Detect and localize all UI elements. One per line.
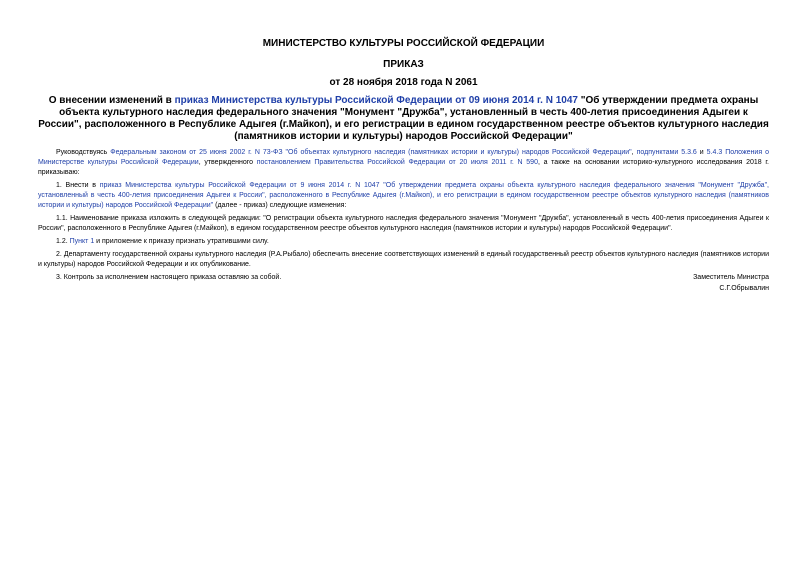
paragraph-2: 2. Департаменту государственной охраны культурного наследия (Р.А.Рыбало) обеспечить внесение соответствующих изменений в единый государственный реестр объектов культурного наследия (памятников истории и культуры) народов Российской Федерации и их опубликование.	[38, 251, 769, 268]
paragraph-1	[38, 181, 769, 211]
ministry-heading: МИНИСТЕРСТВО КУЛЬТУРЫ РОССИЙСКОЙ ФЕДЕРАЦИИ	[262, 38, 545, 49]
signature-block	[693, 272, 769, 294]
document-title	[38, 95, 769, 143]
text: , а также на основании историко-культурного исследования 2018 г. приказываю:	[38, 159, 770, 176]
text: ,	[631, 149, 637, 156]
signer-name: С.Г.Обрывалин	[719, 285, 769, 292]
title-order-link[interactable]: приказ Министерства культуры Российской Федерации от 09 июня 2014 г. N 1047	[174, 95, 578, 106]
government-decree-link[interactable]: постановлением Правительства Российской Федерации от 20 июля 2011 г. N 590	[256, 159, 538, 166]
document-type: ПРИКАЗ	[383, 59, 424, 70]
federal-law-link[interactable]: Федеральным законом от 25 июня 2002 г. N 73-ФЗ "Об объектах культурного наследия (памятниках истории и культуры) народов Российской Федерации"	[110, 149, 632, 156]
title-text-post: "Об утверждении предмета охраны объекта культурного наследия федерального значения "Монумент "Дружба", установленный в честь 400-летия присоединения Адыгеи к России", расположенного в Республике Адыгея (г.Майкоп), и его регистрации в едином государственном реестре объектов культурного наследия (памятников истории и культуры) народов Российской Федерации"	[38, 95, 769, 142]
paragraph-1-2	[38, 237, 769, 247]
clause-1-link[interactable]: Пункт 1	[69, 238, 95, 245]
paragraph-3: 3. Контроль за исполнением настоящего приказа оставляю за собой.	[56, 274, 282, 281]
paragraph-basis	[38, 148, 769, 178]
order-1047-link[interactable]: приказ Министерства культуры Российской Федерации от 9 июня 2014 г. N 1047 "Об утверждении предмета охраны объекта культурного наследия федерального значения "Монумент "Дружба", установленный в честь 400-летия присоединения Адыгеи к России", расположенного в Республике Адыгея (г.Майкоп), и его регистрации в едином государственном реестре объектов культурного наследия (памятников истории и культуры) народов Российской Федерации"	[38, 182, 770, 209]
text: 1.2.	[56, 238, 70, 245]
text: Руководствуясь	[56, 149, 111, 156]
title-text-pre: О внесении изменений в	[48, 95, 175, 106]
text: , утвержденного	[198, 159, 257, 166]
text: и	[696, 149, 707, 156]
document-date-number: от 28 ноября 2018 года N 2061	[329, 77, 478, 88]
regulation-link[interactable]: 5.4.3 Положения о Министерстве культуры Российской Федерации	[38, 149, 769, 166]
paragraph-1-1: 1.1. Наименование приказа изложить в следующей редакции: "О регистрации объекта культурного наследия федерального значения "Монумент "Дружба", установленный в честь 400-летия присоединения Адыгеи к России", расположенного в Республике Адыгея (г.Майкоп), в едином государственном реестре объектов культурного наследия (памятников истории и культуры) народов Российской Федерации".	[38, 215, 769, 232]
document-body	[38, 148, 769, 283]
subclause-536-link[interactable]: подпунктами 5.3.6	[636, 149, 697, 156]
text: 1. Внести в	[56, 182, 100, 189]
text: (далее - приказ) следующие изменения:	[213, 202, 347, 209]
signer-position: Заместитель Министра	[693, 274, 769, 281]
text: и приложение к приказу признать утратившими силу.	[94, 238, 269, 245]
